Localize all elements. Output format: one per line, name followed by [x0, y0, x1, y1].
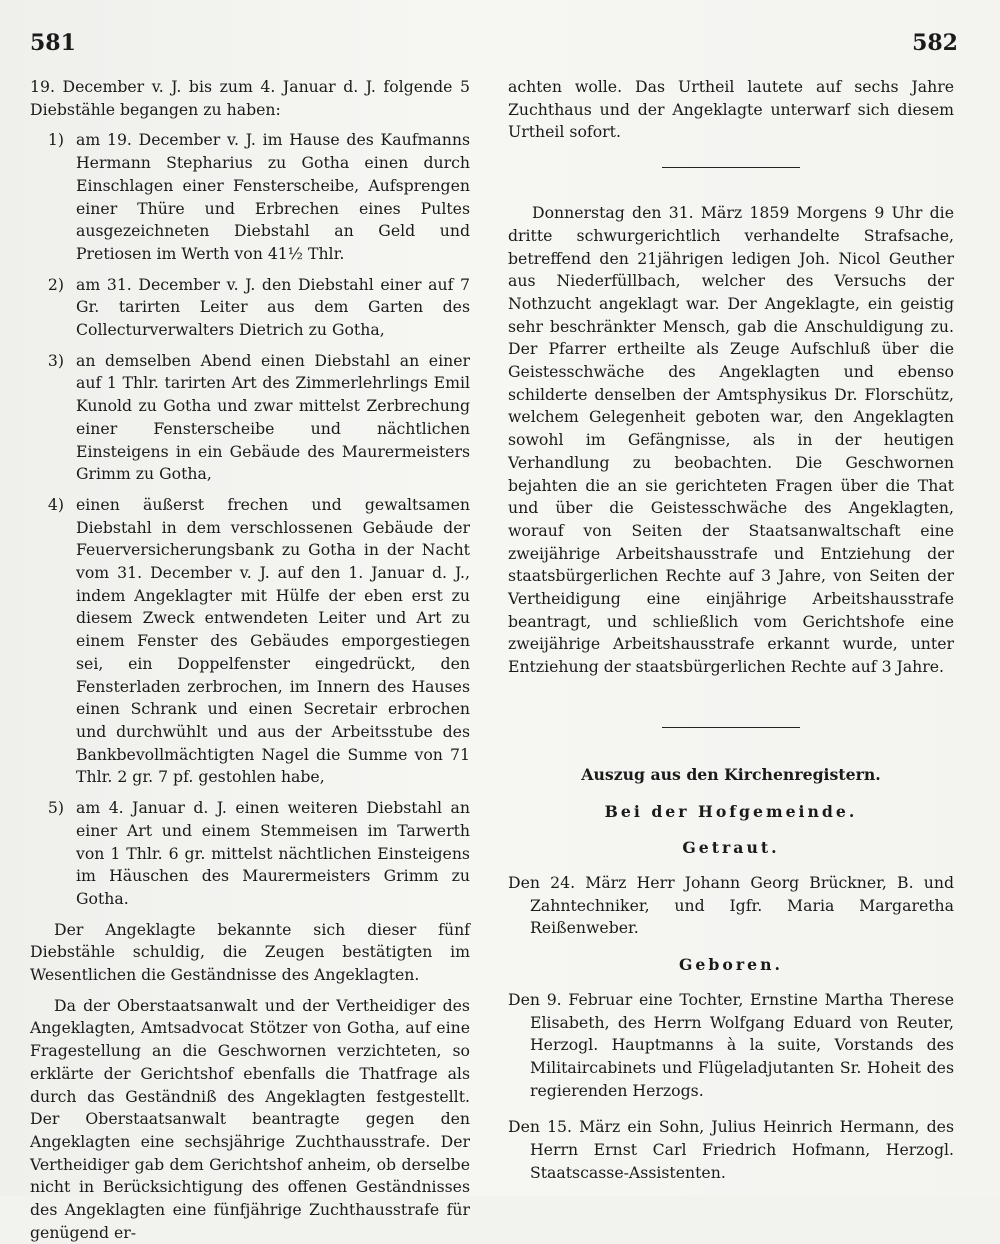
married-entry: Den 24. März Herr Johann Georg Brückner, B. und Zahntechniker, und Igfr. Maria Margaretha Reißenweber. — [508, 872, 954, 938]
divider-rule — [662, 167, 800, 168]
item-number: 4) — [47, 494, 64, 514]
list-item — [30, 274, 470, 342]
intro-paragraph: 19. December v. J. bis zum 4. Januar d. J. folgende 5 Diebstähle begangen zu haben: — [30, 77, 470, 119]
divider-rule — [662, 727, 800, 728]
parish-heading: Bei der Hofgemeinde. — [604, 801, 858, 821]
page-number-left: 581 — [30, 30, 76, 56]
page-number-right: 582 — [912, 30, 958, 56]
item-number: 5) — [47, 798, 64, 818]
list-item — [30, 494, 470, 789]
born-entry: Den 15. März ein Sohn, Julius Heinrich Hermann, des Herrn Ernst Carl Friedrich Hofmann, Herzogl. Staatscasse-Assistenten. — [508, 1117, 954, 1182]
item-text: am 4. Januar d. J. einen weiteren Diebstahl an einer Art und einem Stemmeisen im Tarwerth von 1 Thlr. 6 gr. mittelst nächtlichen Einsteigens im Häuschen des Maurermeisters Grimm zu Gotha. — [76, 798, 470, 908]
trial-paragraph: Donnerstag den 31. März 1859 Morgens 9 Uhr die dritte schwurgerichtlich verhandelte Strafsache, betreffend den 21jährigen ledigen Joh. Nicol Geuther aus Niederfüllbach, welcher des Versuchs der Nothzucht angeklagt war. Der Angeklagte, ein geistig sehr beschränkter Mensch, gab die Anschuldigung zu. Der Pfarrer ertheilte als Zeuge Aufschluß über die Geistesschwäche des Angeklagten und ebenso schilderte denselben der Amtsphysikus Dr. Florschütz, welchem Gelegenheit geboten war, den Angeklagten sowohl im Gefängnisse, als in der heutigen Verhandlung zu beobachten. Die Geschwornen bejahten die an sie gerichteten Fragen über die That und über die Geistesschwäche des Angeklagten, worauf von Seiten der Staatsanwaltschaft eine zweijährige Arbeitshausstrafe und Entziehung der staatsbürgerlichen Rechte auf 3 Jahre, von Seiten der Vertheidigung eine einjährige Arbeitshausstrafe beantragt, und schließlich vom Gerichtshofe eine zweijährige Arbeitshausstrafe erkannt wurde, unter Entziehung der staatsbürgerlichen Rechte auf 3 Jahre. — [508, 203, 954, 677]
verdict-paragraph: Da der Oberstaatsanwalt und der Vertheidiger des Angeklagten, Amtsadvocat Stötzer von Gotha, auf eine Fragestellung an die Geschwornen verzichteten, so erklärte der Gerichtshof ebenfalls die Thatfrage als durch das Geständniß des Angeklagten festgestellt. Der Oberstaatsanwalt beantragte gegen den Angeklagten eine sechsjährige Zuchthausstrafe. Der Vertheidiger gab dem Gerichtshof anheim, ob derselbe nicht in Berücksichtigung des offenen Geständnisses des Angeklagten eine fünfjährige Zuchthausstrafe für genügend er- — [30, 995, 470, 1242]
left-column — [30, 76, 470, 1244]
born-entry: Den 9. Februar eine Tochter, Ernstine Martha Therese Elisabeth, des Herrn Wolfgang Eduard von Reuter, Herzogl. Hauptmanns à la suite, Vorstands des Militaircabinets und Flügeladjutanten Sr. Hoheit des regierenden Herzogs. — [508, 989, 954, 1100]
item-number: 2) — [47, 274, 64, 294]
section-heading: Auszug aus den Kirchenregistern. — [581, 764, 881, 784]
list-item — [30, 797, 470, 911]
right-column — [508, 76, 954, 1184]
born-heading: Geboren. — [679, 955, 783, 975]
list-item — [30, 129, 470, 265]
item-number: 3) — [47, 350, 64, 370]
item-text: einen äußerst frechen und gewaltsamen Diebstahl in dem verschlossenen Gebäude der Feuerversicherungsbank zu Gotha in der Nacht vom 31. December v. J. auf den 1. Januar d. J., indem Angeklagter mit Hülfe der eben erst zu diesem Zweck entwendeten Leiter und Art zu einem Fenster des Gebäudes emporgestiegen sei, ein Doppelfenster eingedrückt, den Fensterladen zerbrochen, im Innern des Hauses einen Schrank und einen Secretair erbrochen und durchwühlt und aus der Arbeitsstube des Bankbevollmächtigten Nagel die Summe von 71 Thlr. 2 gr. 7 pf. gestohlen habe, — [76, 494, 470, 787]
continuation-paragraph: achten wolle. Das Urtheil lautete auf sechs Jahre Zuchthaus und der Angeklagte unterwarf sich diesem Urtheil sofort. — [508, 77, 954, 142]
item-number: 1) — [47, 130, 64, 150]
theft-list — [30, 129, 470, 910]
list-item — [30, 350, 470, 486]
item-text: am 19. December v. J. im Hause des Kaufmanns Hermann Stepharius zu Gotha einen durch Einschlagen einer Fensterscheibe, Aufsprengen einer Thüre und Erbrechen eines Pultes ausgezeichneten Diebstahl an Geld und Pretiosen im Werth von 41½ Thlr. — [76, 130, 470, 263]
confession-paragraph: Der Angeklagte bekannte sich dieser fünf Diebstähle schuldig, die Zeugen bestätigten im Wesentlichen die Geständnisse des Angeklagten. — [30, 919, 470, 985]
item-text: an demselben Abend einen Diebstahl an einer auf 1 Thlr. tarirten Art des Zimmerlehrlings Emil Kunold zu Gotha und zwar mittelst Zerbrechung einer Fensterscheibe und nächtlichen Einsteigens in ein Gebäude des Maurermeisters Grimm zu Gotha, — [76, 350, 470, 484]
married-heading: Getraut. — [682, 838, 780, 858]
item-text: am 31. December v. J. den Diebstahl einer auf 7 Gr. tarirten Leiter aus dem Garten des Collecturverwalters Dietrich zu Gotha, — [76, 274, 470, 340]
